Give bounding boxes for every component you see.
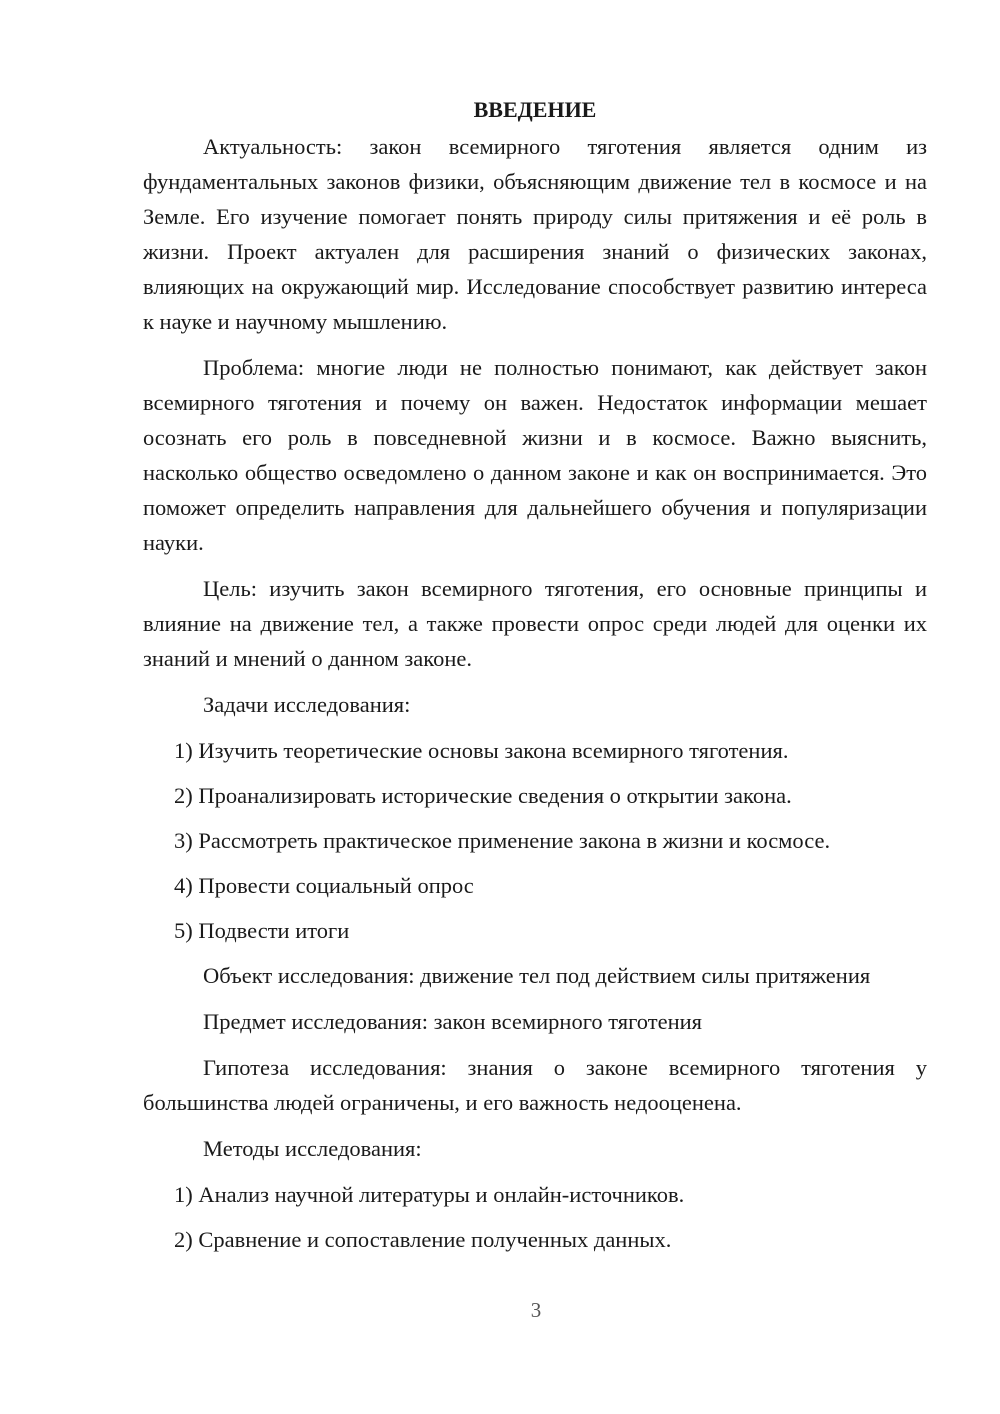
subject-paragraph: Предмет исследования: закон всемирного тяготения [203,1009,703,1034]
task-item: 4) Провести социальный опрос [174,873,474,898]
relevance-paragraph: Актуальность: закон всемирного тяготения является одним из фундаментальных законов физики, объясняющим движение тел в космосе и на Земле. Его изучение помогает понять природу силы притяжения и её роль в жизни. Проект актуален для расширения знаний о физических законах, влияющих на окружающий мир. Исследование способствует развитию интереса к науке и научному мышлению. [143,134,927,334]
task-item: 3) Рассмотреть практическое применение закона в жизни и космосе. [174,828,831,853]
tasks-list [143,733,927,948]
methods-title: Методы исследования: [203,1136,422,1161]
tasks-title: Задачи исследования: [203,692,411,717]
problem-paragraph: Проблема: многие люди не полностью понимают, как действует закон всемирного тяготения и почему он важен. Недостаток информации мешает осознать его роль в повседневной жизни и в космосе. Важно выяснить, насколько общество осведомлено о данном законе и как он воспринимается. Это поможет определить направления для дальнейшего обучения и популяризации науки. [143,355,927,555]
task-item: 5) Подвести итоги [174,918,350,943]
task-item: 2) Проанализировать исторические сведения о открытии закона. [174,783,792,808]
document-page [143,92,927,1267]
object-paragraph: Объект исследования: движение тел под действием силы притяжения [203,963,871,988]
task-item: 1) Изучить теоретические основы закона всемирного тяготения. [174,738,789,763]
method-item: 1) Анализ научной литературы и онлайн-источников. [174,1182,685,1207]
hypothesis-paragraph: Гипотеза исследования: знания о законе всемирного тяготения у большинства людей ограничены, и его важность недооценена. [143,1055,927,1115]
method-item: 2) Сравнение и сопоставление полученных данных. [174,1227,672,1252]
methods-list [143,1177,927,1257]
section-heading: ВВЕДЕНИЕ [473,97,597,122]
goal-paragraph: Цель: изучить закон всемирного тяготения, его основные принципы и влияние на движение тел, а также провести опрос среди людей для оценки их знаний и мнений о данном законе. [143,576,927,671]
page-number: 3 [530,1298,542,1322]
